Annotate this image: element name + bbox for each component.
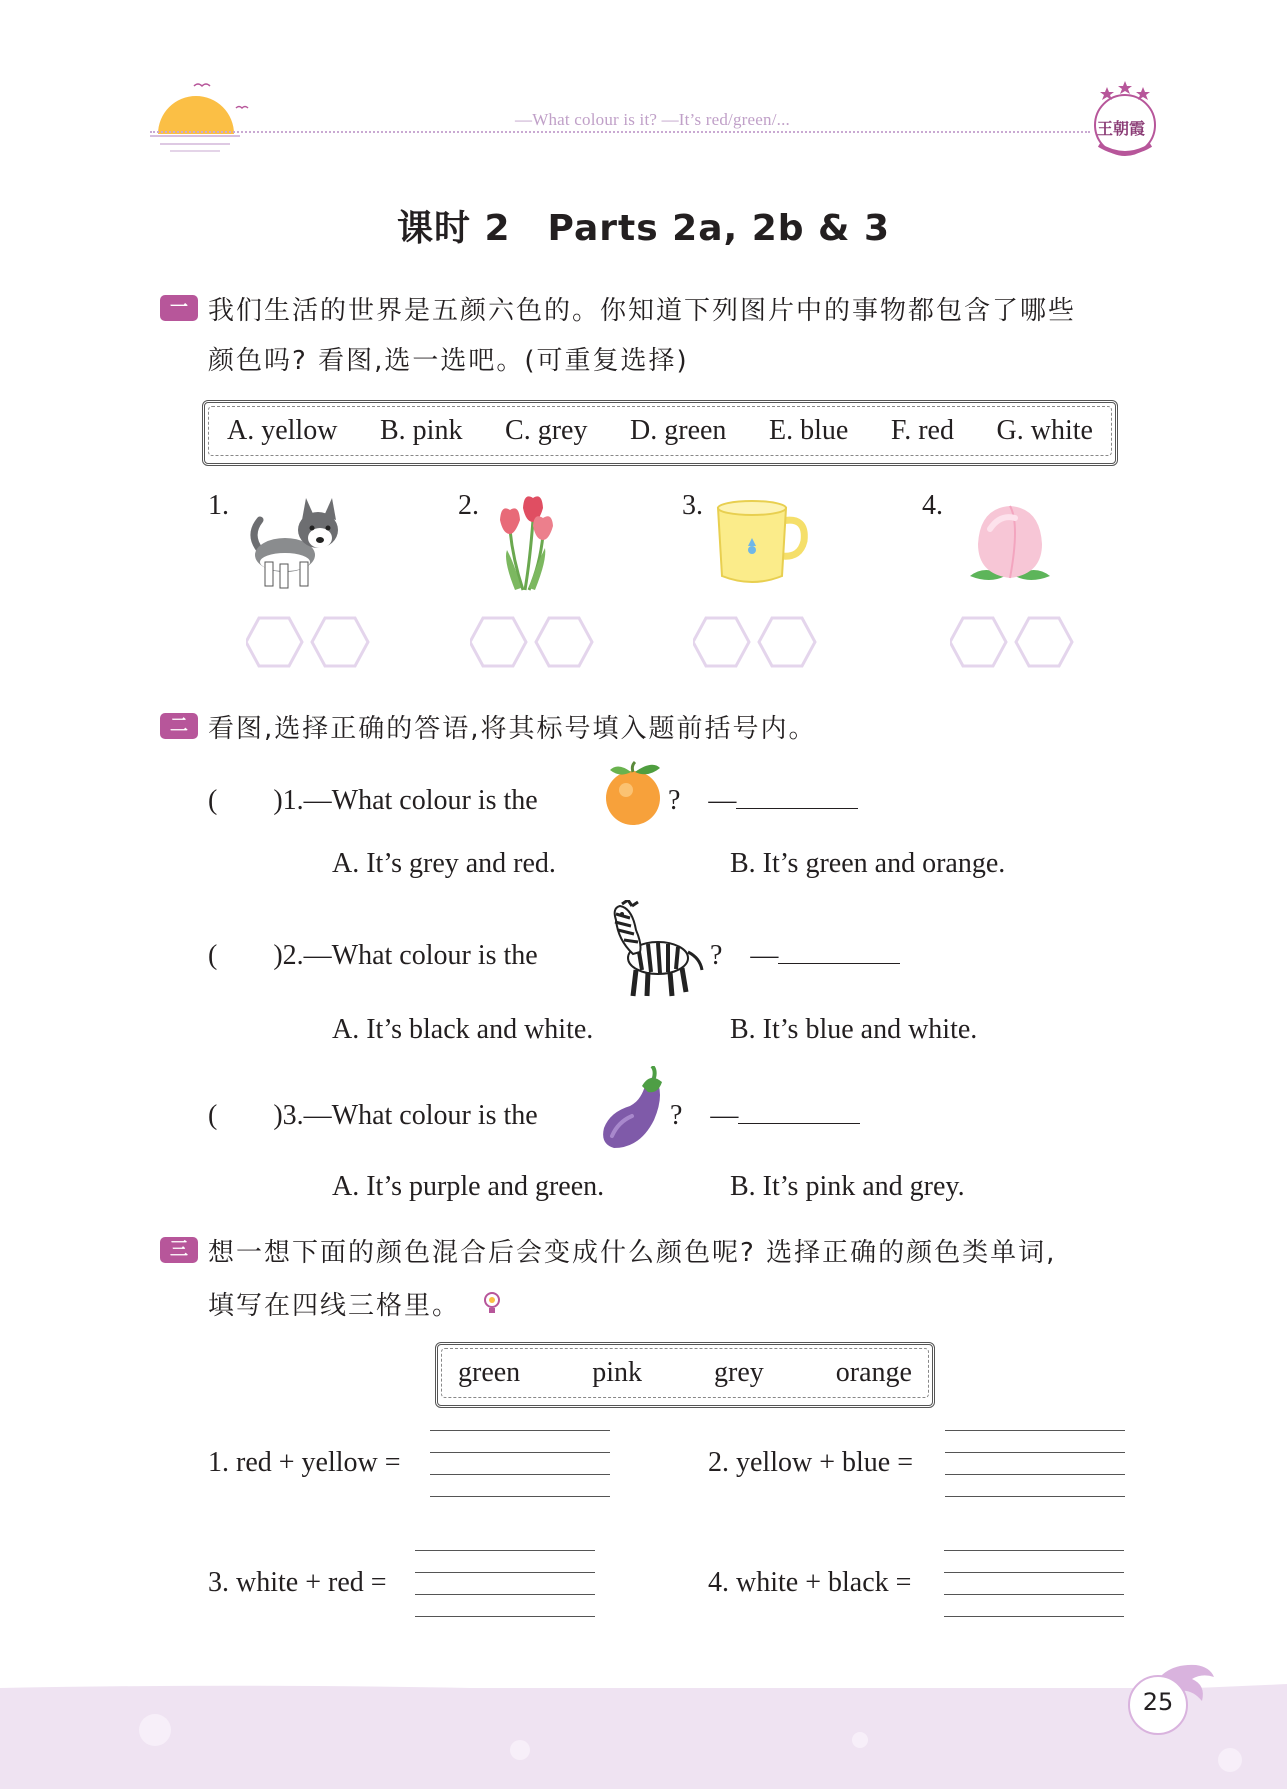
equation-2: 2. yellow + blue = bbox=[708, 1447, 913, 1478]
word-options-box bbox=[202, 400, 1118, 466]
question-2-answer bbox=[710, 933, 900, 973]
question-text: —What colour is the bbox=[303, 1100, 538, 1131]
section3-instruction-line2: 填写在四线三格里。 bbox=[208, 1291, 461, 1321]
color-words-box bbox=[435, 1342, 935, 1408]
running-title: —What colour is it? —It’s red/green/... bbox=[515, 110, 791, 129]
question-3-answer bbox=[670, 1093, 860, 1133]
option-white: G. white bbox=[996, 415, 1093, 446]
orange-picture bbox=[600, 758, 666, 828]
section3-instruction-line1: 想一想下面的颜色混合后会变成什么颜色呢? 选择正确的颜色类单词, bbox=[208, 1238, 1057, 1268]
zebra-picture bbox=[598, 900, 708, 1000]
answer-paren-2[interactable]: ( ) bbox=[208, 940, 283, 971]
option-green: D. green bbox=[630, 415, 727, 446]
equation-1: 1. red + yellow = bbox=[208, 1447, 401, 1478]
item-number-3: 3. bbox=[682, 490, 703, 521]
four-line-grid-1[interactable] bbox=[430, 1430, 610, 1497]
option-grey: C. grey bbox=[505, 415, 588, 446]
answer-hexagons-1[interactable] bbox=[246, 616, 370, 668]
answer-hexagons-4[interactable] bbox=[950, 616, 1074, 668]
eggplant-picture bbox=[598, 1066, 670, 1152]
four-line-grid-4[interactable] bbox=[944, 1550, 1124, 1617]
answer-hexagons-2[interactable] bbox=[470, 616, 594, 668]
footer-bubbles bbox=[0, 1640, 1287, 1789]
equation-4: 4. white + black = bbox=[708, 1567, 912, 1598]
q1-option-a: A. It’s grey and red. bbox=[332, 848, 556, 879]
page-title: 课时 2 Parts 2a, 2b & 3 bbox=[396, 208, 891, 249]
header bbox=[0, 0, 1287, 170]
section-badge-3: 三 bbox=[160, 1237, 198, 1263]
question-text: —What colour is the bbox=[303, 940, 538, 971]
section1-instruction-line2: 颜色吗? 看图,选一选吧。(可重复选择) bbox=[208, 346, 689, 376]
question-mark-dash: ? — bbox=[668, 785, 737, 816]
question-number: 3. bbox=[282, 1100, 304, 1131]
section-badge-1: 一 bbox=[160, 295, 198, 321]
header-rule bbox=[150, 131, 1090, 133]
word-pink: pink bbox=[592, 1357, 642, 1388]
yellow-cup-picture bbox=[712, 496, 812, 591]
item-number-2: 2. bbox=[458, 490, 479, 521]
four-line-grid-2[interactable] bbox=[945, 1430, 1125, 1497]
answer-blank-2[interactable] bbox=[778, 939, 900, 964]
peach-picture bbox=[960, 494, 1060, 594]
q2-option-a: A. It’s black and white. bbox=[332, 1014, 594, 1045]
answer-paren-1[interactable]: ( ) bbox=[208, 785, 283, 816]
section1-instruction-line1: 我们生活的世界是五颜六色的。你知道下列图片中的事物都包含了哪些 bbox=[208, 296, 1077, 326]
hint-bulb-icon bbox=[482, 1290, 502, 1316]
section-badge-2: 二 bbox=[160, 713, 198, 739]
question-number: 1. bbox=[282, 785, 304, 816]
option-red: F. red bbox=[890, 415, 954, 446]
section2-instruction: 看图,选择正确的答语,将其标号填入题前括号内。 bbox=[208, 714, 817, 744]
q1-option-b: B. It’s green and orange. bbox=[730, 848, 1006, 879]
four-line-grid-3[interactable] bbox=[415, 1550, 595, 1617]
page-number: 25 bbox=[1142, 1688, 1174, 1716]
word-orange: orange bbox=[835, 1357, 912, 1388]
question-text: —What colour is the bbox=[303, 785, 538, 816]
word-grey: grey bbox=[714, 1357, 764, 1388]
q3-option-a: A. It’s purple and green. bbox=[332, 1171, 605, 1202]
question-1-answer bbox=[668, 778, 858, 818]
option-yellow: A. yellow bbox=[227, 415, 338, 446]
answer-paren-3[interactable]: ( ) bbox=[208, 1100, 283, 1131]
answer-blank-3[interactable] bbox=[738, 1099, 860, 1124]
logo-text: 王朝霞 bbox=[1097, 119, 1146, 138]
answer-hexagons-3[interactable] bbox=[693, 616, 817, 668]
question-number: 2. bbox=[282, 940, 304, 971]
item-number-4: 4. bbox=[922, 490, 943, 521]
question-mark-dash: ? — bbox=[710, 940, 779, 971]
word-green: green bbox=[458, 1357, 521, 1388]
question-mark-dash: ? — bbox=[670, 1100, 739, 1131]
tulips-picture bbox=[485, 490, 565, 600]
equation-3: 3. white + red = bbox=[208, 1567, 387, 1598]
question-1 bbox=[208, 778, 538, 818]
q2-option-b: B. It’s blue and white. bbox=[730, 1014, 978, 1045]
option-pink: B. pink bbox=[380, 415, 463, 446]
husky-dog-picture bbox=[240, 490, 350, 600]
sunset-icon bbox=[150, 78, 260, 158]
answer-blank-1[interactable] bbox=[736, 784, 858, 809]
question-2 bbox=[208, 933, 538, 973]
item-number-1: 1. bbox=[208, 490, 229, 521]
question-3 bbox=[208, 1093, 538, 1133]
q3-option-b: B. It’s pink and grey. bbox=[730, 1171, 965, 1202]
option-blue: E. blue bbox=[769, 415, 849, 446]
